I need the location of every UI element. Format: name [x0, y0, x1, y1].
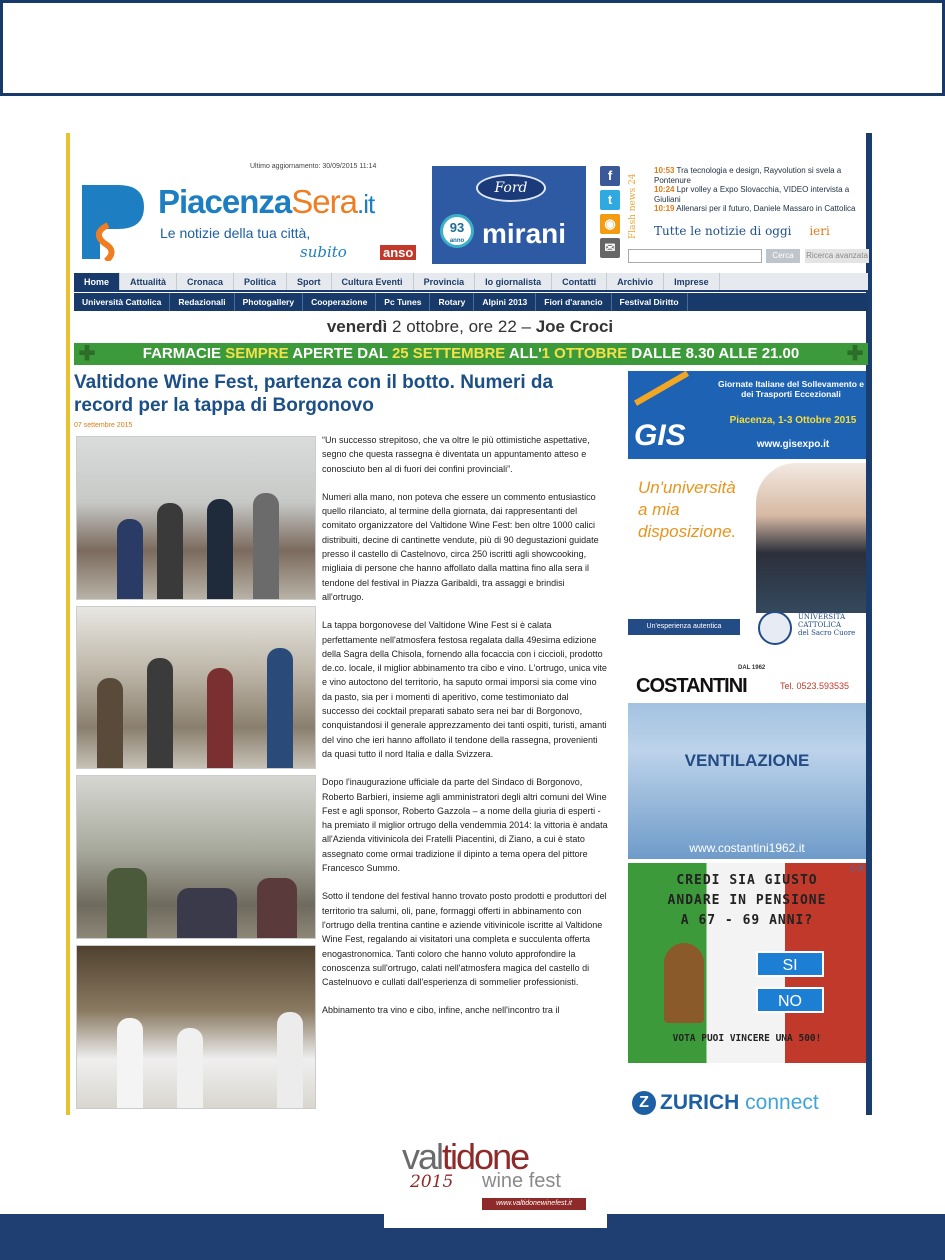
nav-item-redazionali[interactable]: Redazionali — [170, 293, 234, 311]
logo-winefest: wine fest — [482, 1170, 561, 1192]
nav-item-sport[interactable]: Sport — [287, 273, 332, 290]
article-photo[interactable] — [76, 606, 316, 769]
flash-item[interactable]: 10:24 Lpr volley a Expo Slovacchia, VIDEO intervista a Giuliani — [654, 185, 850, 204]
gis-ad[interactable] — [628, 371, 866, 459]
event-banner[interactable]: venerdì 2 ottobre, ore 22 – Joe Croci — [326, 317, 614, 336]
article-paragraph: Abbinamento tra vino e cibo, infine, anche nell'incontro tra il — [322, 1005, 560, 1016]
zurich-name: ZURICH connect — [660, 1091, 819, 1114]
cattolica-ad[interactable] — [628, 463, 866, 655]
university-seal-icon — [758, 611, 792, 645]
today-link[interactable]: Tutte le notizie di oggi — [654, 224, 792, 238]
article-body — [322, 433, 608, 1032]
day-links — [654, 224, 830, 238]
nav-item-rotary[interactable]: Rotary — [430, 293, 474, 311]
logo-url: www.valtidonewinefest.it — [482, 1198, 586, 1210]
vote-no-button[interactable]: NO — [756, 987, 824, 1013]
costantini-product: VENTILAZIONE — [684, 751, 810, 770]
ford-logo: Ford — [476, 174, 546, 202]
last-update: Ultimo aggiornamento: 30/09/2015 11:14 — [250, 163, 377, 170]
brand-subito: subito — [300, 243, 347, 261]
article-paragraph: Sotto il tendone del festival hanno trovato posto prodotti e produttori del territorio tra salumi, oli, pane, formaggi offerti in abbinamento con l'ortrugo della trentina cantine e aziende vitivinicole iscritte al Valtidone Wine Fest, regalando ai visitatori una completa e succulenta offerta enogastronomica. Tanti coloro che hanno voluto approfondire la conoscenza sull'ortrugo, calati nell'atmosfera magica del castello di Castelnuovo e cullati dall'esperienza di sommelier professionisti. — [322, 891, 607, 988]
nav-item-politica[interactable]: Politica — [234, 273, 287, 290]
nav-item-fiori[interactable]: Fiori d'arancio — [536, 293, 611, 311]
pharmacy-banner[interactable]: ✚ FARMACIE SEMPRE APERTE DAL 25 SETTEMBRE ALL'1 OTTOBRE DALLE 8.30 ALLE 21.00 ✚ — [74, 343, 868, 365]
article-paragraph: Numeri alla mano, non poteva che essere un commento entusiastico quello rilanciato, al termine della giornata, dai rappresentanti del comitato organizzatore del Valtidone Wine Fest: ben oltre 1000 calici distribuiti, decine di cantinette vendute, più di 90 degustazioni guidate presso il castello di Castelnovo, circa 250 iscritti agli showcooking, migliaia di persone che hanno affollato dalla mattina fino alla sera il tendone del festival in Piazza Garibaldi, tra assaggi e brindisi all'ortrugo. — [322, 491, 599, 602]
anso-logo: anso — [380, 245, 416, 260]
pharmacy-cross-icon: ✚ — [846, 343, 864, 365]
search-button[interactable]: Cerca — [766, 249, 800, 263]
gis-logo: GIS — [634, 419, 686, 452]
costantini-ad[interactable] — [628, 663, 866, 859]
primary-nav — [74, 273, 868, 292]
zurich-ad[interactable] — [628, 1083, 866, 1115]
site-logo[interactable] — [78, 173, 418, 263]
rss-icon[interactable]: ◉ — [600, 214, 620, 234]
facebook-icon[interactable]: f — [600, 166, 620, 186]
news-screenshot — [66, 133, 872, 1115]
article-title: Valtidone Wine Fest, partenza con il botto. Numeri da record per la tappa di Borgonovo — [74, 372, 554, 416]
gis-title: Giornate Italiane del Sollevamento e dei Trasporti Eccezionali — [718, 379, 864, 399]
logo-wordmark: valtidone — [402, 1136, 529, 1177]
cattolica-message: Un'università a mia disposizione. — [638, 478, 737, 541]
header-box — [0, 0, 945, 96]
nav-item-giornalista[interactable]: Io giornalista — [475, 273, 552, 290]
student-image — [756, 463, 866, 613]
newsletter-icon[interactable]: ✉ — [600, 238, 620, 258]
costantini-name: COSTANTINI — [636, 675, 747, 697]
twitter-icon[interactable]: t — [600, 190, 620, 210]
nav-item-imprese[interactable]: Imprese — [664, 273, 720, 290]
secondary-nav — [74, 293, 868, 311]
zurich-logo-icon: Z — [632, 1091, 656, 1115]
article-paragraph: La tappa borgonovese del Valtidone Wine Fest si è calata perfettamente nell'atmosfera festosa regalata dalla 49esima edizione della Sagra della Chisola, fornendo alla focaccia con i ciccioli, prodotto de.co. locale, il miglior abbinamento tra cibo e vino. L'ortrugo, unica vite e vino autoctono del territorio, ha saputo ormai imporsi sia come vino da pasto, sia per i momenti di aperitivo, come testimoniato dal successo dei cocktail preparati sabato sera nei bar di Borgonovo, conquistandosi il generale apprezzamento dei tanti ospiti, turisti, amanti del vino che ieri hanno affollato il tendone della rassegna, provenienti da quasi tutto il nord Italia e dalla Svizzera. — [322, 620, 607, 759]
valtidone-winefest-logo — [400, 1122, 600, 1212]
flash-list — [654, 166, 869, 214]
gis-url: www.gisexpo.it — [756, 439, 830, 450]
cattolica-strip: Un'esperienza autentica — [628, 619, 740, 635]
advanced-search-button[interactable]: Ricerca avanzata — [805, 249, 869, 263]
article-photo[interactable] — [76, 945, 316, 1109]
pension-prize: VOTA PUOI VINCERE UNA 500! — [672, 1033, 822, 1044]
pension-question: CREDI SIA GIUSTO ANDARE IN PENSIONE A 67 - 69 ANNI? — [667, 873, 827, 928]
article-paragraph: “Un successo strepitoso, che va oltre le più ottimistiche aspettative, segno che questa rassegna è diventata un appuntamento atteso e conosciuto ben al di fuori dei confini provinciali”. — [322, 435, 590, 474]
nav-item-home[interactable]: Home — [74, 273, 120, 290]
brand-tagline: Le notizie della tua città, — [160, 225, 311, 241]
costantini-url: www.costantini1962.it — [689, 841, 805, 855]
search-input[interactable] — [628, 249, 762, 263]
flash-item[interactable]: 10:53 Tra tecnologia e design, Rayvolution si svela a Pontenure — [654, 166, 842, 185]
yesterday-link[interactable]: ieri — [809, 224, 830, 238]
years-badge: 93 anno — [440, 214, 474, 248]
university-name: UNIVERSITÀ CATTOLICA del Sacro Cuore — [798, 613, 856, 637]
dealer-name: mirani — [482, 218, 567, 249]
social-icons — [600, 166, 620, 262]
costantini-phone: Tel. 0523.593535 — [780, 681, 850, 691]
nav-item-attualita[interactable]: Attualità — [120, 273, 177, 290]
nav-item-contatti[interactable]: Contatti — [552, 273, 607, 290]
nav-item-archivio[interactable]: Archivio — [607, 273, 664, 290]
article-photo[interactable] — [76, 775, 316, 939]
flash-label: Flash news 24 — [628, 173, 638, 239]
nav-item-cultura[interactable]: Cultura Eventi — [332, 273, 414, 290]
vote-yes-button[interactable]: SI — [756, 951, 824, 977]
gis-dates: Piacenza, 1-3 Ottobre 2015 — [729, 415, 857, 426]
pension-poll-ad[interactable] — [628, 863, 866, 1063]
piacenzasera-mark-icon — [78, 181, 150, 261]
article-date: 07 settembre 2015 — [74, 422, 133, 429]
article-paragraph: Dopo l'inaugurazione ufficiale da parte del Sindaco di Borgonovo, Roberto Barbieri, insieme agli amministratori degli altri comuni del Wine Fest e agli sponsor, Roberto Gazzola – a nome della giuria di esperti - ha premiato il miglior ortrugo della vendemmia 2014: la vittoria è andata all'Azienda vitivinicola dei Fratelli Piacentini, di Ziano, a cui è stato assegnato come ormai tradizione il dipinto a tema opera del pittore Francesco Summo. — [322, 777, 608, 874]
flash-item[interactable]: 10:19 Allenarsi per il futuro, Daniele Massaro in Cattolica — [654, 204, 856, 213]
flash-news — [628, 166, 868, 246]
ad-close-icon[interactable]: ▷X — [851, 863, 864, 873]
article-photo[interactable] — [76, 436, 316, 600]
nav-item-cooperazione[interactable]: Cooperazione — [303, 293, 376, 311]
nav-item-festival[interactable]: Festival Diritto — [612, 293, 688, 311]
ford-mirani-ad[interactable] — [432, 166, 586, 264]
nav-item-pctunes[interactable]: Pc Tunes — [376, 293, 430, 311]
costantini-since: DAL 1962 — [738, 665, 766, 671]
nav-item-photogallery[interactable]: Photogallery — [235, 293, 303, 311]
pharmacy-cross-icon: ✚ — [78, 343, 96, 365]
nav-item-cronaca[interactable]: Cronaca — [177, 273, 234, 290]
nav-item-alpini[interactable]: Alpini 2013 — [474, 293, 536, 311]
nav-item-provincia[interactable]: Provincia — [414, 273, 476, 290]
logo-year: 2015 — [410, 1172, 454, 1192]
nav-item-cattolica[interactable]: Università Cattolica — [74, 293, 170, 311]
elderly-man-image — [664, 943, 704, 1023]
brand-name: PiacenzaSera.it — [158, 183, 375, 220]
